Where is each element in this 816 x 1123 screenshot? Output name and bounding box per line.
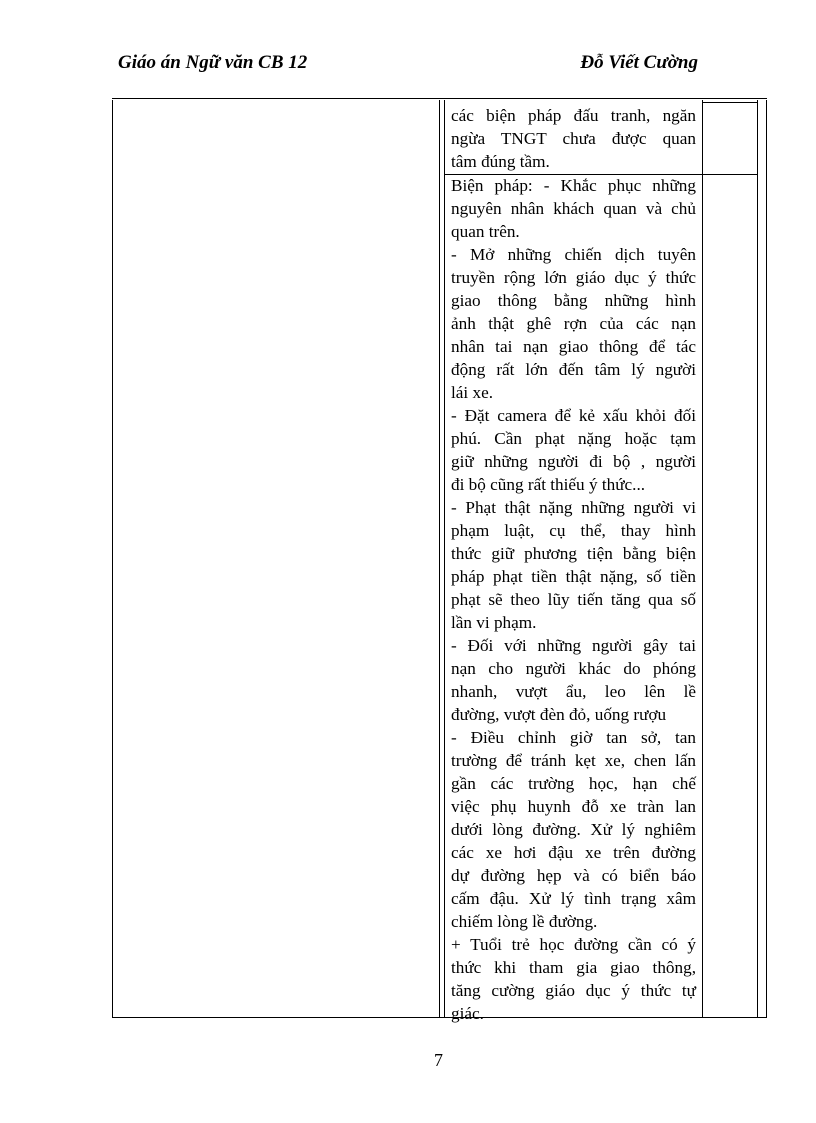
cell-text-line: lần vi phạm. [451,613,537,632]
cell-text-line: đi bộ cũng rất thiếu ý thức... [451,475,646,494]
table-divider-2 [702,100,703,1018]
cell-top-rule [702,102,758,103]
cell-text-line: việc phụ huynh đỗ xe tràn lan [451,797,696,816]
cell-text-line: - Đặt camera để kẻ xấu khỏi đối [451,406,696,425]
cell-text-line: trường để tránh kẹt xe, chen lấn [451,751,696,770]
page-number: 7 [434,1050,443,1070]
cell-text-line: nguyên nhân khách quan và chủ [451,199,696,218]
table-divider-1b [444,100,445,1018]
table-divider-1a [439,100,440,1018]
cell-text-line: Biện pháp: - Khắc phục những [451,176,696,195]
cell-text-line: cấm đậu. Xử lý tình trạng xâm [451,889,696,908]
cell-text-line: nạn cho người khác do phóng [451,659,696,678]
cell-text-line: giữ những người đi bộ , người [451,452,696,471]
cell-text-line: pháp phạt tiền thật nặng, số tiền [451,567,696,586]
cell-text-line: dưới lòng đường. Xử lý nghiêm [451,820,696,839]
cell-text-line: dự đường hẹp và có biển báo [451,866,696,885]
cell-text-line: các biện pháp đấu tranh, ngăn [451,106,696,125]
cell-text-line: thức khi tham gia giao thông, [451,958,696,977]
page-header [118,52,698,78]
cell-text-line: + Tuổi trẻ học đường cần có ý [451,935,696,954]
header-author: Đỗ Viết Cường [580,52,698,73]
header-title: Giáo án Ngữ văn CB 12 [118,52,308,73]
cell-text-line: - Điều chỉnh giờ tan sở, tan [451,728,696,747]
table-divider-3a [757,100,758,1018]
cell-text-line: tâm đúng tầm. [451,152,550,171]
table-border-left [112,100,113,1018]
cell-text-line: giao thông bằng những hình [451,291,696,310]
cell-text-line: lái xe. [451,383,493,402]
cell-text-line: phạm luật, cụ thể, thay hình [451,521,696,540]
cell-text-line: giác. [451,1004,484,1023]
cell-text-line: - Phạt thật nặng những người vi [451,498,696,517]
table-border-right [766,100,767,1018]
cell-text-line: các xe hơi đậu xe trên đường [451,843,696,862]
cell-text-line: phú. Cần phạt nặng hoặc tạm [451,429,696,448]
cell-text-line: ảnh thật ghê rợn của các nạn [451,314,696,333]
cell-text-line: nhân tai nạn giao thông để tác [451,337,696,356]
cell-text-line: động rất lớn đến tâm lý người [451,360,696,379]
cell-text-line: truyền rộng lớn giáo dục ý thức [451,268,696,287]
table-cell-solutions [451,174,696,1025]
cell-text-line: - Đối với những người gây tai [451,636,696,655]
cell-text-line: chiếm lòng lề đường. [451,912,598,931]
cell-text-line: nhanh, vượt ẩu, leo lên lề [451,682,696,701]
cell-text-line: quan trên. [451,222,520,241]
cell-text-line: gần các trường học, hạn chế [451,774,696,793]
cell-text-line: - Mở những chiến dịch tuyên [451,245,696,264]
cell-text-line: thức giữ phương tiện bằng biện [451,544,696,563]
cell-text-line: ngừa TNGT chưa được quan [451,129,696,148]
cell-text-line: phạt sẽ theo lũy tiến tăng qua số [451,590,696,609]
table-cell-problem [451,104,696,173]
header-rule [112,98,767,99]
cell-text-line: đường, vượt đèn đỏ, uống rượu [451,705,667,724]
cell-text-line: tăng cường giáo dục ý thức tự [451,981,696,1000]
